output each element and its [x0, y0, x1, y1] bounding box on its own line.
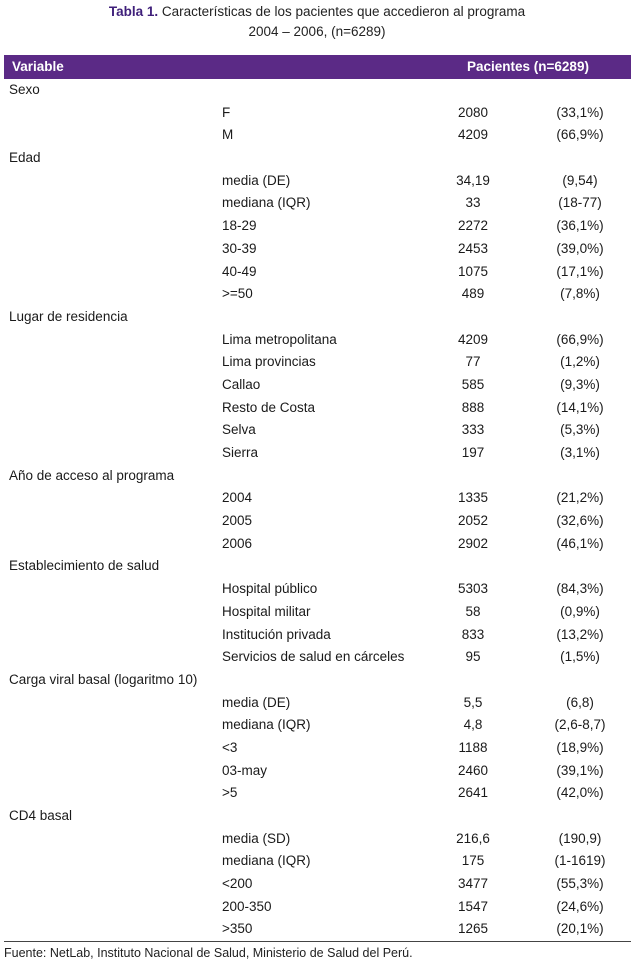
row-count: 216,6 [456, 830, 490, 846]
row-percent: (55,3%) [556, 876, 604, 892]
row-label: Selva [222, 422, 256, 438]
category-row [0, 805, 634, 828]
row-count: 197 [461, 445, 485, 460]
category-row [0, 555, 634, 578]
table-row [0, 533, 634, 556]
table-bottom-rule [4, 941, 631, 942]
row-label: >350 [222, 921, 253, 937]
row-label: M [222, 127, 234, 143]
table-header [4, 55, 631, 79]
table-row [0, 487, 634, 510]
row-label: mediana (IQR) [222, 195, 311, 211]
row-percent: (42,0%) [556, 785, 604, 801]
table-row [0, 397, 634, 420]
table-row [0, 124, 634, 147]
table-caption [0, 2, 634, 42]
row-percent: (66,9%) [556, 331, 604, 347]
table-row [0, 442, 634, 465]
row-percent: (39,1%) [556, 762, 604, 778]
category-label: CD4 basal [9, 808, 73, 823]
row-percent: (2,6-8,7) [554, 717, 606, 733]
row-percent: (6,8) [566, 694, 594, 710]
table-footer: Fuente: NetLab, Instituto Nacional de Salud, Ministerio de Salud del Perú. [4, 946, 413, 960]
row-label: Servicios de salud en cárceles [222, 649, 405, 665]
row-label: Callao [222, 376, 261, 392]
table-row [0, 782, 634, 805]
row-count: 3477 [457, 876, 489, 892]
table-row [0, 283, 634, 306]
row-percent: (84,3%) [556, 581, 604, 597]
row-label: 30-39 [222, 240, 257, 256]
row-label: >5 [222, 785, 238, 801]
row-count: 2460 [457, 762, 489, 778]
row-percent: (0,9%) [560, 603, 600, 619]
row-count: 2080 [457, 104, 489, 120]
table-body [0, 79, 634, 941]
table-row [0, 760, 634, 783]
row-count: 833 [461, 626, 485, 642]
row-count: 4209 [457, 331, 489, 347]
row-label: Sierra [222, 445, 259, 460]
row-percent: (18-77) [558, 195, 602, 211]
row-count: 333 [461, 422, 485, 438]
row-label: F [222, 104, 231, 120]
row-percent: (1,2%) [560, 354, 600, 370]
row-count: 77 [465, 354, 481, 370]
row-percent: (36,1%) [556, 218, 604, 234]
row-percent: (9,54) [562, 172, 598, 188]
category-label: Edad [9, 150, 41, 166]
table-row [0, 918, 634, 941]
table-row [0, 510, 634, 533]
row-count: 1188 [458, 739, 488, 755]
row-count: 2453 [457, 240, 489, 256]
category-label: Año de acceso al programa [9, 467, 175, 483]
table-row [0, 737, 634, 760]
row-label: Institución privada [222, 626, 331, 642]
table-row [0, 374, 634, 397]
table-row [0, 646, 634, 669]
table-row [0, 828, 634, 851]
row-count: 58 [465, 603, 481, 619]
table-row [0, 624, 634, 647]
row-label: Hospital militar [222, 603, 311, 619]
table-row [0, 102, 634, 125]
row-label: <3 [222, 739, 238, 755]
row-label: media (DE) [222, 694, 291, 710]
caption-line-2: 2004 – 2006, (n=6289) [248, 24, 386, 39]
table-row [0, 419, 634, 442]
row-label: 2004 [222, 490, 253, 506]
row-percent: (14,1%) [556, 399, 604, 415]
row-percent: (7,8%) [560, 286, 600, 302]
row-count: 4,8 [463, 717, 483, 733]
row-percent: (17,1%) [556, 263, 604, 279]
table-row [0, 329, 634, 352]
row-count: 1547 [457, 898, 489, 914]
row-percent: (1,5%) [560, 649, 600, 665]
row-label: media (DE) [222, 172, 291, 188]
row-label: Hospital público [222, 581, 318, 597]
row-count: 1075 [457, 263, 489, 279]
table-row [0, 692, 634, 715]
header-variable: Variable [12, 59, 64, 74]
row-percent: (33,1%) [556, 104, 604, 120]
row-percent: (39,0%) [556, 240, 604, 256]
category-label: Lugar de residencia [9, 308, 128, 324]
table-row [0, 215, 634, 238]
row-label: >=50 [222, 286, 253, 302]
caption-label: Tabla 1. [108, 4, 159, 19]
row-count: 4209 [457, 127, 489, 143]
row-count: 5,5 [463, 694, 483, 710]
row-label: 03-may [222, 762, 268, 778]
table-row [0, 714, 634, 737]
row-label: 18-29 [222, 218, 257, 234]
row-label: Lima metropolitana [222, 331, 337, 347]
table-row [0, 850, 634, 873]
row-count: 34,19 [456, 172, 490, 188]
table-row [0, 261, 634, 284]
row-count: 888 [461, 399, 485, 415]
row-count: 95 [465, 649, 481, 665]
row-label: Resto de Costa [222, 399, 316, 415]
table-row [0, 896, 634, 919]
category-row [0, 79, 634, 102]
table-row [0, 192, 634, 215]
row-count: 2902 [457, 535, 489, 551]
caption-title: Características de los pacientes que accedieron al programa [158, 4, 526, 19]
row-percent: (21,2%) [556, 490, 604, 506]
row-percent: (3,1%) [560, 445, 600, 460]
row-count: 5303 [457, 581, 489, 597]
row-count: 2052 [457, 513, 489, 529]
category-label: Carga viral basal (logaritmo 10) [9, 671, 198, 687]
row-percent: (46,1%) [556, 535, 604, 551]
row-percent: (9,3%) [560, 376, 600, 392]
row-label: 2005 [222, 513, 253, 529]
table-row [0, 238, 634, 261]
row-label: mediana (IQR) [222, 717, 311, 733]
row-percent: (1-1619) [554, 853, 606, 869]
category-label: Establecimiento de salud [9, 558, 160, 574]
row-count: 2641 [457, 785, 489, 801]
row-count: 1335 [457, 490, 489, 506]
table-row [0, 351, 634, 374]
row-percent: (24,6%) [556, 898, 604, 914]
table-row [0, 601, 634, 624]
row-percent: (18,9%) [556, 739, 604, 755]
row-percent: (5,3%) [560, 422, 600, 438]
category-row [0, 465, 634, 488]
row-label: <200 [222, 876, 253, 892]
table-row [0, 873, 634, 896]
row-label: mediana (IQR) [222, 853, 311, 869]
row-percent: (66,9%) [556, 127, 604, 143]
row-count: 175 [461, 853, 485, 869]
table-row [0, 170, 634, 193]
row-label: 40-49 [222, 263, 257, 279]
category-row [0, 306, 634, 329]
row-percent: (20,1%) [556, 921, 604, 937]
row-label: Lima provincias [222, 354, 316, 370]
row-count: 33 [465, 195, 481, 211]
row-label: media (SD) [222, 830, 291, 846]
row-percent: (13,2%) [556, 626, 604, 642]
header-pacientes: Pacientes (n=6289) [467, 59, 589, 74]
row-count: 1265 [457, 921, 489, 937]
row-percent: (32,6%) [556, 513, 604, 529]
row-count: 2272 [457, 218, 489, 234]
category-row [0, 669, 634, 692]
caption-line-1 [0, 2, 634, 22]
row-count: 585 [461, 376, 485, 392]
row-count: 489 [461, 286, 485, 302]
row-percent: (190,9) [558, 830, 602, 846]
table-row [0, 578, 634, 601]
category-label: Sexo [9, 82, 40, 97]
category-row [0, 147, 634, 170]
row-label: 200-350 [222, 898, 272, 914]
row-label: 2006 [222, 535, 253, 551]
